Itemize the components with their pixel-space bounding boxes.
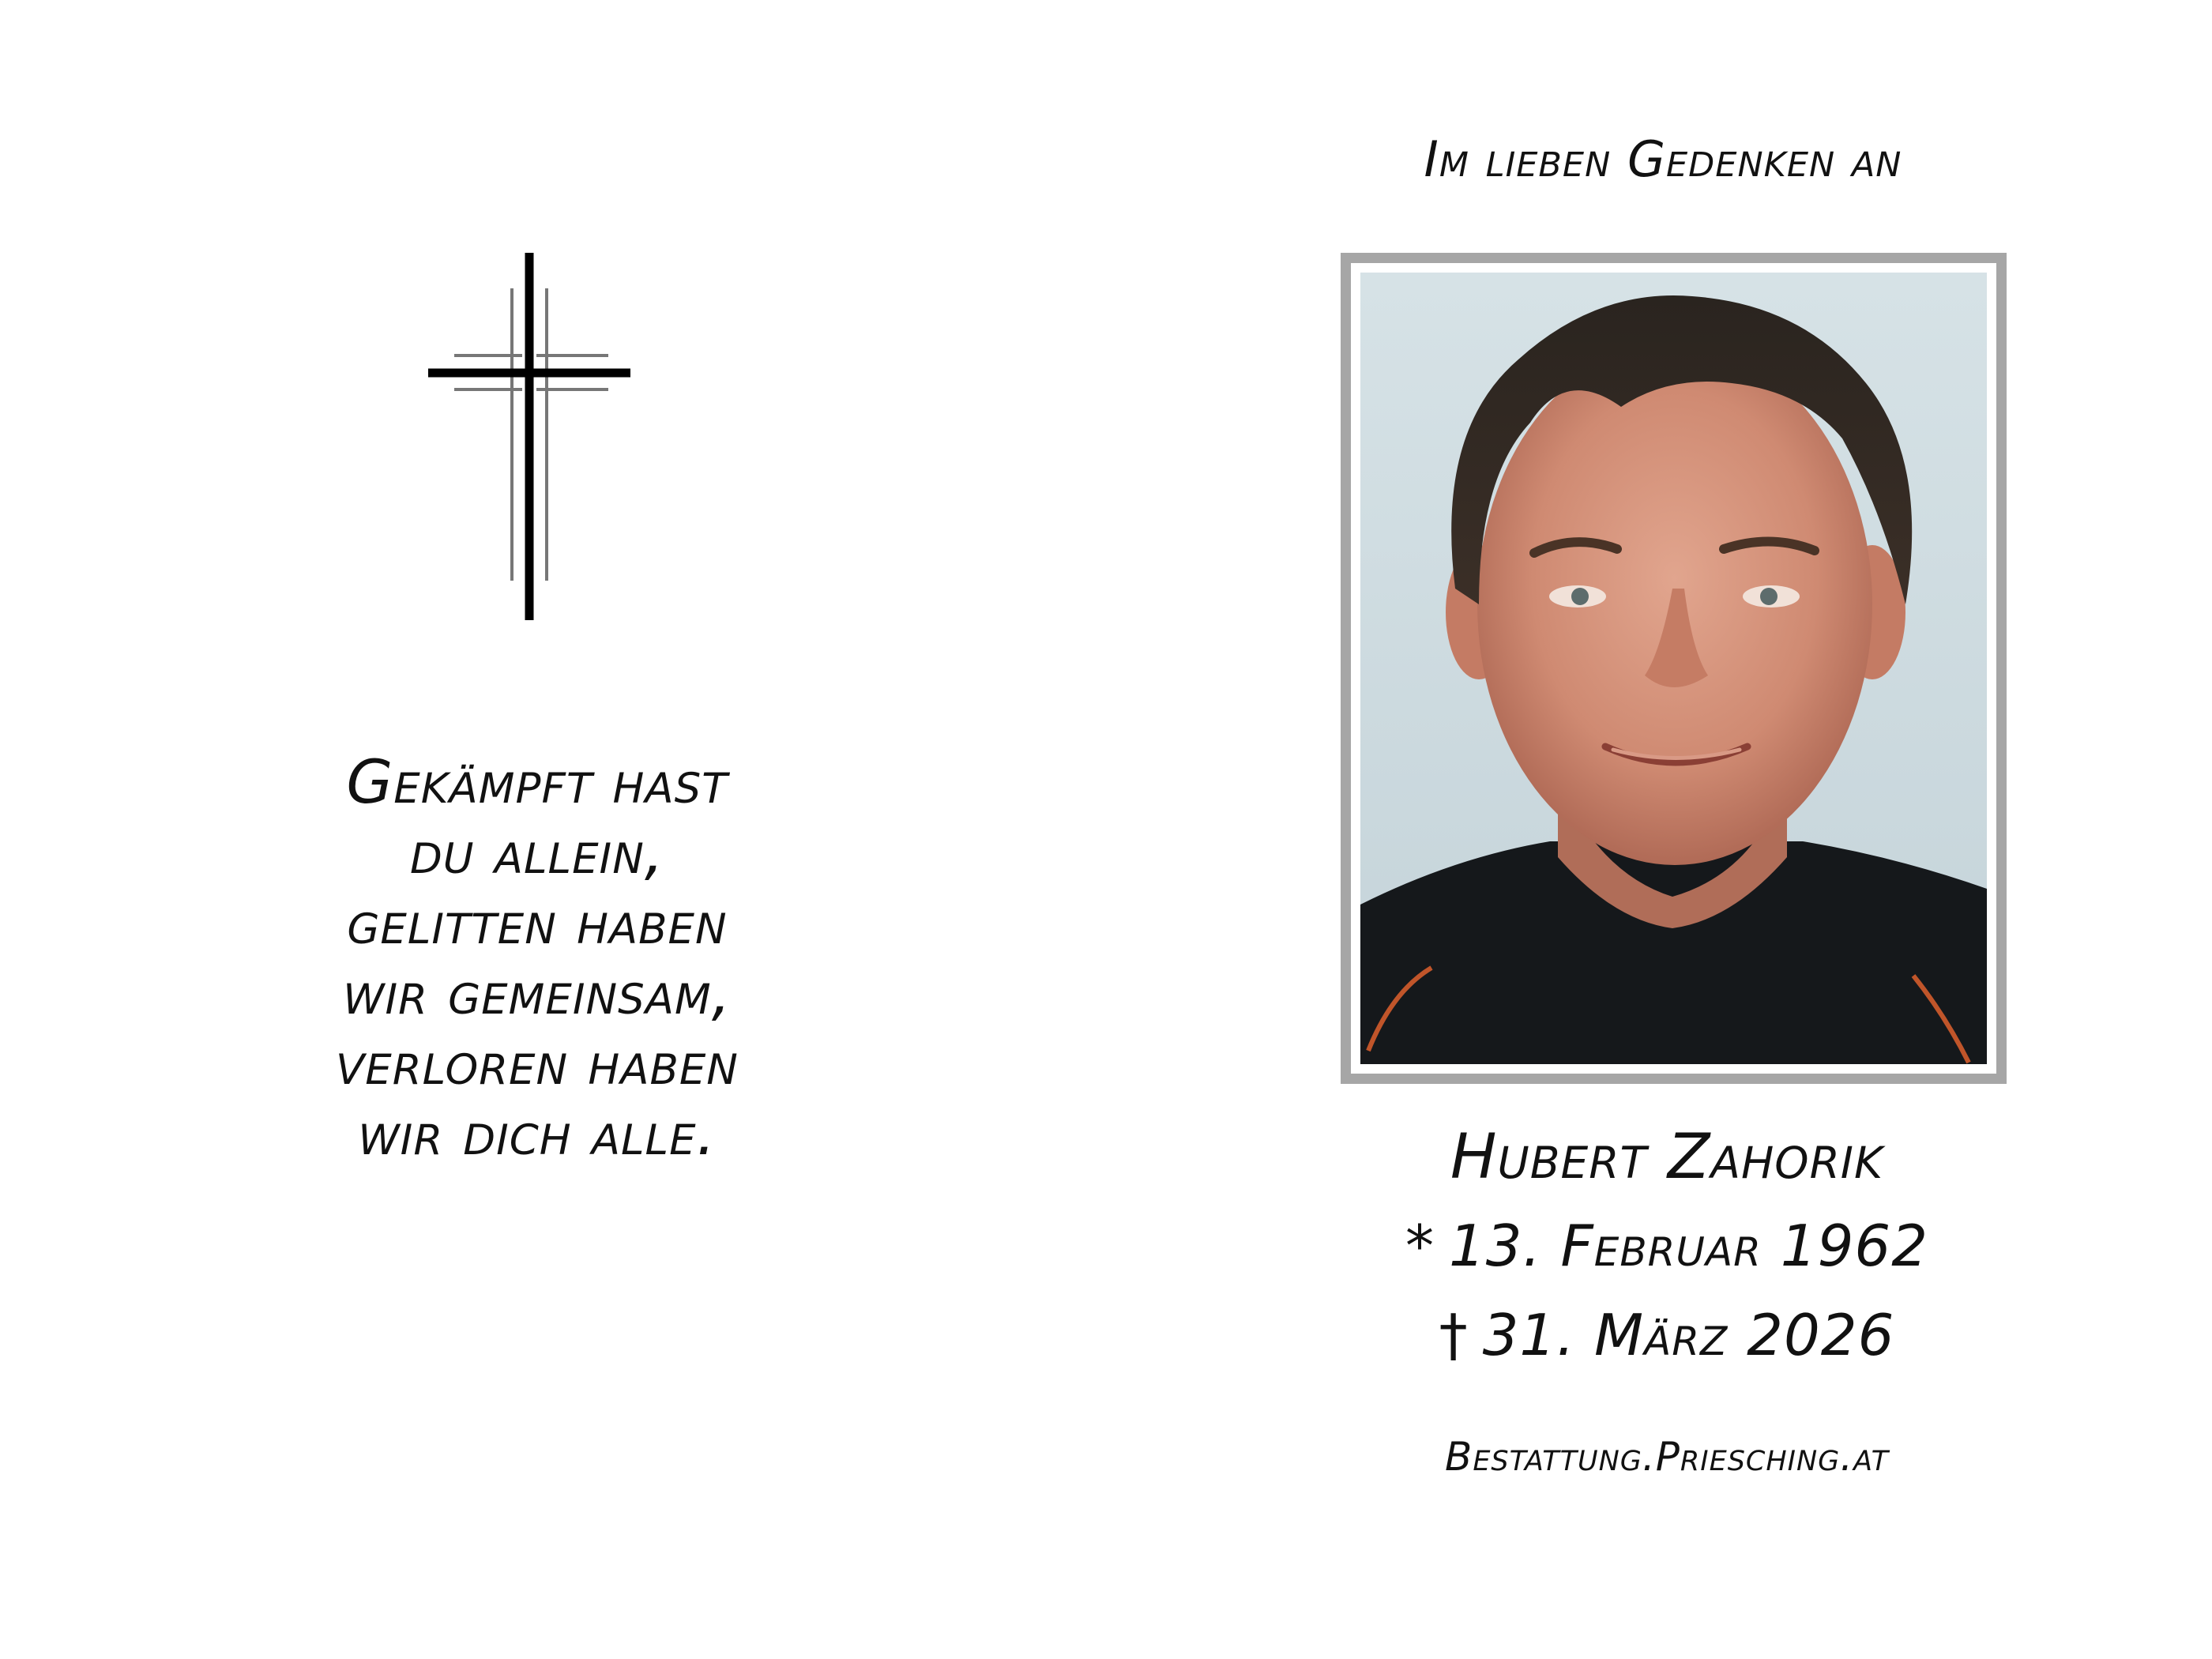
photo-frame	[1341, 253, 2007, 1084]
funeral-home-website: Bestattung.Priesching.at	[1445, 1434, 1889, 1480]
verse-line: Gekämpft hast	[346, 747, 728, 817]
deceased-name: Hubert Zahorik	[1450, 1122, 1884, 1193]
left-panel	[0, 0, 1074, 1659]
death-date: 31. März 2026	[1482, 1302, 1895, 1368]
portrait-photo	[1360, 273, 1987, 1064]
verse	[213, 747, 861, 1168]
birth-date: 13. Februar 1962	[1448, 1213, 1929, 1279]
photo-mat	[1351, 263, 1996, 1074]
asterisk-icon: *	[1405, 1213, 1435, 1279]
verse-line: verloren haben	[336, 1028, 739, 1098]
birth-date-line	[1311, 1213, 2022, 1279]
cross-icon	[419, 249, 640, 628]
verse-line: gelitten haben	[347, 887, 728, 957]
verse-line: du allein,	[410, 817, 664, 887]
death-date-line	[1311, 1302, 2022, 1368]
verse-line: wir gemeinsam,	[343, 957, 732, 1028]
dagger-icon: †	[1439, 1302, 1469, 1368]
memory-heading: Im lieben Gedenken an	[1424, 130, 1902, 188]
verse-line: wir dich alle.	[358, 1098, 717, 1168]
